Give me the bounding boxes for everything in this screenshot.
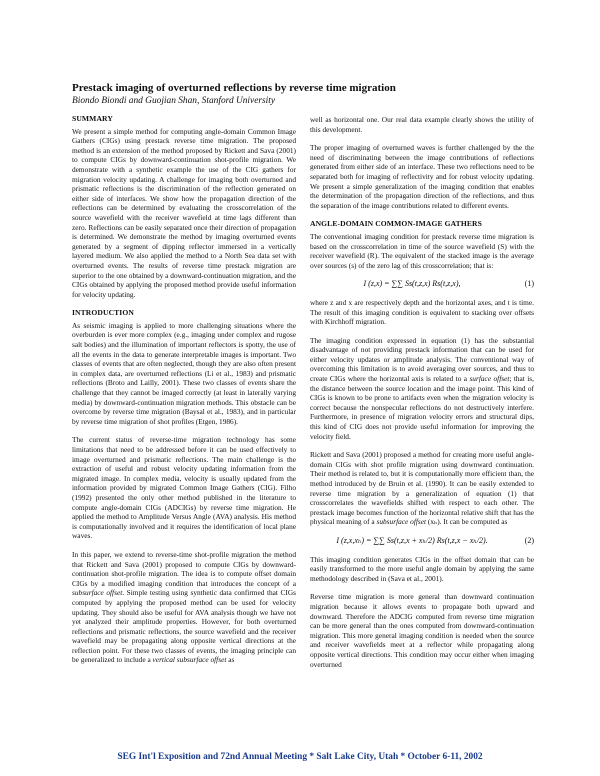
conference-footer: SEG Int'l Exposition and 72nd Annual Meeting * Salt Lake City, Utah * October 6-11, 2002	[117, 752, 483, 762]
paper-title: Prestack imaging of overturned reflections by reverse time migration	[72, 82, 396, 94]
adcig-paragraph-6: Reverse time migration is more general than downward continuation migration because it allows events to propagate both upward and downward. Therefore the ADCIG computed from reverse time migration can be more general than the ones computed from downward-continuation migration. This more general imaging condition is needed when the source and receiver wavefields meet at a reflector while propagating along opposite vertical directions. This condition may occur either when imaging overturned	[310, 592, 534, 669]
intro-p3-part-c: as	[226, 655, 235, 665]
summary-heading: SUMMARY	[72, 114, 113, 123]
equation-1-number: (1)	[524, 279, 534, 289]
adcig-p4-emphasis: subsurface offset	[376, 517, 427, 527]
equation-2-number: (2)	[524, 535, 534, 545]
intro-paragraph-3	[72, 550, 296, 665]
intro-p3-emphasis-1: subsurface offset	[72, 588, 123, 598]
adcig-paragraph-5: This imaging condition generates CIGs in the offset domain that can be easily transformed to the more useful angle domain by applying the same methodology described in (Sava et al., 2001).	[310, 554, 534, 583]
introduction-heading: INTRODUCTION	[72, 308, 134, 318]
summary-text: We present a simple method for computing angle-domain Common Image Gathers (CIGs) using prestack reverse time migration. The proposed method is an extension of the method proposed by Rickett and Sava (2001) to compute CIGs by downward-continuation shot-profile migration. We demonstrate with a synthetic example the use of the CIG gathers for migration velocity updating. A challenge for imaging both overturned and prismatic reflections is the discrimination of the reflection generated on either side of interfaces. We show how the propagation direction of the reflections can be determined by evaluating the crosscorrelation of the source wavefield with the receiver wavefield at time lags different than zero. Reflections can be easily separated once their direction of propagation is determined. We demonstrate the method by imaging overturned events generated by a segment of dipping reflector immersed in a vertically layered medium. We also applied the method to a North Sea data set with overturned events. The results of reverse time prestack migration are superior to the one obtained by a downward-continuation migration, and the CIGs obtained by applying the proposed method provide useful information for velocity updating.	[72, 126, 296, 299]
intro-continued-paragraph-2: The proper imaging of overturned waves is further challenged by the the need of discriminating between the image contributions of reflections generated from either side of an interface. These two reflections need to be separated both for imaging of reflectivity and for robust velocity updating. We present a simple generalization of the imaging condition that enables the determination of the propagation direction of the reflections, and thus the separation of the image contributions related to different events.	[310, 143, 534, 210]
intro-p3-emphasis-2: vertical subsurface offset	[152, 655, 227, 665]
adcig-heading: ANGLE-DOMAIN COMMON-IMAGE GATHERS	[310, 219, 482, 229]
equation-2-expression: I (z,x,xₕ) = ∑∑ Ss(t,z,x + xₕ/2) Rs(t,z,x − xₕ/2).	[336, 535, 488, 545]
adcig-p3-part-a: The imaging condition expressed in equation (1) has the substantial disadvantage of not providing prestack information that can be used for either velocity updates or amplitude analysis. The conventional way of overcoming this limitation is to avoid averaging over sources, and thus to create CIGs where the horizontal axis is related to a	[310, 335, 534, 384]
paper-authors: Biondo Biondi and Guojian Shan, Stanford University	[72, 96, 276, 106]
equation-2	[310, 536, 534, 546]
adcig-p4-part-b: (xₕ). It can be computed as	[426, 517, 508, 527]
adcig-p3-emphasis: surface offset	[469, 374, 510, 384]
intro-p3-part-a: In this paper, we extend to reverse-time shot-profile migration the method that Rickett and Sava (2001) proposed to compute CIGs by downward-continuation shot-profile migration. The idea is to compute offset domain CIGs by a modified imaging condition that introduces the concept of a	[72, 549, 296, 588]
adcig-paragraph-1: The conventional imaging condition for prestack reverse time migration is based on the crosscorrelation in time of the source wavefield (S) with the receiver wavefield (R). The equivalent of the stacked image is the average over sources (s) of the zero lag of this crosscorrelation; that is:	[310, 231, 534, 270]
left-column	[72, 114, 296, 739]
intro-paragraph-2: The current status of reverse-time migration technology has some limitations that need to be addressed before it can be used effectively to image overturned and prismatic reflections. The main challenge is the extraction of useful and robust velocity updating information from the migrated image. In complex media, velocity is usually updated from the information provided by migrated Common Image Gathers (CIG). Filho (1992) presented the only other method published in the literature to compute angle-domain CIGs (ADCIGs) by reverse time migration. He applied the method to Amplitude Versus Angle (AVA) analysis. His method is computationally involved and it requires the identification of local plane waves.	[72, 435, 296, 541]
intro-paragraph-1: As seismic imaging is applied to more challenging situations where the overburden is ever more complex (e.g., imaging under complex and rugose salt bodies) and the illumination of important reflectors is spotty, the use of all the events in the data to generate interpretable images is important. Two classes of events that are often neglected, though they are also often present in complex data, are overturned reflections (Li et al., 1983) and prismatic reflections (Broto and Lailly, 2001). These two classes of events share the challenge that they cannot be imaged correctly (at least in laterally varying media) by downward-continuation migration methods. This obstacle can be overcome by reverse time migration (Baysal et al., 1983), and in particular by reverse time migration of shot profiles (Etgen, 1986).	[72, 320, 296, 426]
adcig-p4-part-a: Rickett and Sava (2001) proposed a method for creating more useful angle-domain CIGs with shot profile migration using downward continuation. Their method is related to, but it is computationally more efficient than, the method introduced by de Bruin et al. (1990). It can be easily extended to reverse time migration by a generalization of equation (1) that crosscorrelates the wavefields shifted with respect to each other. The prestack image becomes function of the horizontal relative shift that has the physical meaning of a	[310, 450, 534, 527]
intro-p3-part-b: . Simple testing using synthetic data confirmed that CIGs computed by applying the proposed method can be used for velocity updating. They should also be useful for AVA analysis though we have not yet analyzed their amplitude properties. However, for both overturned reflections and prismatic reflections, the source wavefield and the receiver wavefield may be propagating along opposite vertical directions at the reflection point. For these two classes of events, the imaging principle can be generalized to include a	[72, 588, 296, 665]
adcig-paragraph-2: where z and x are respectively depth and the horizontal axes, and t is time. The result of this imaging condition is equivalent to stacking over offsets with Kirchhoff migration.	[310, 297, 534, 327]
equation-1	[310, 279, 534, 289]
adcig-paragraph-3	[310, 336, 534, 442]
intro-continued-paragraph-1: well as horizontal one. Our real data example clearly shows the utility of this development.	[310, 115, 534, 134]
adcig-p3-part-b: ; that is, the distance between the source location and the image point. This kind of CIGs is known to be prone to artifacts even when the migration velocity is correct because the nonspecular reflections do not destructively interfere. Furthermore, in presence of migration velocity errors and structural dips, this kind of CIG does not provide useful information for improving the velocity field.	[310, 374, 534, 441]
adcig-paragraph-4	[310, 450, 534, 527]
equation-1-expression: I (z,x) = ∑∑ Ss(t,z,x) Rs(t,z,x),	[363, 279, 461, 289]
right-column	[310, 115, 534, 739]
